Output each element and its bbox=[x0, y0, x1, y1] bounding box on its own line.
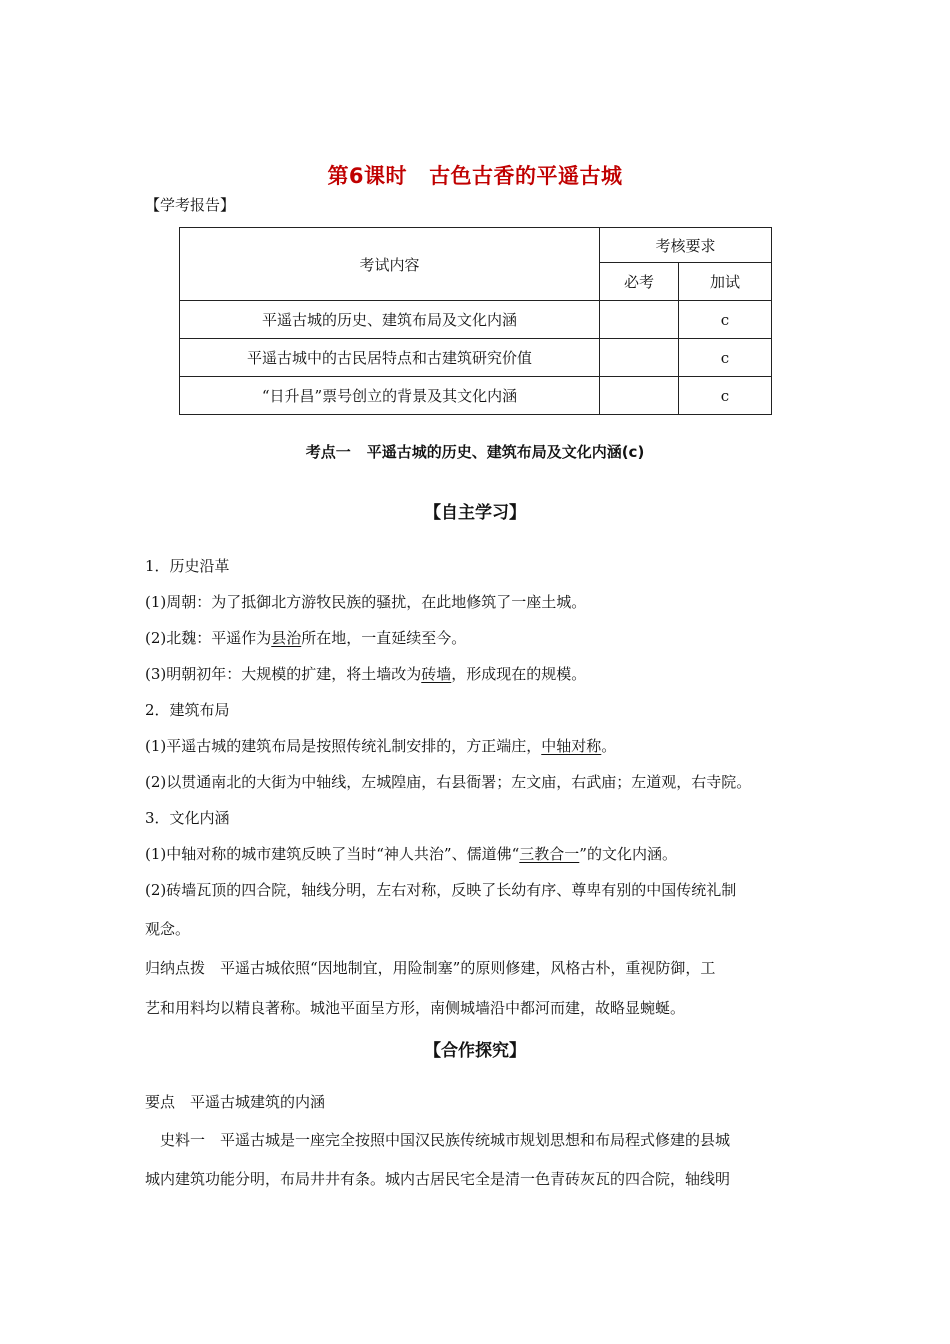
answer-blank: 三教合一 bbox=[519, 845, 580, 863]
cooperation-heading: 【合作探究】 bbox=[424, 1041, 526, 1061]
row-extra: c bbox=[679, 339, 772, 377]
row-must bbox=[600, 301, 679, 339]
section-1-title: 1．历史沿革 bbox=[145, 557, 230, 575]
summary-line-1: 归纳点拨 平遥古城依照“因地制宜，用险制塞”的原则修建，风格古朴，重视防御，工 bbox=[145, 959, 716, 977]
exam-requirements-table bbox=[179, 227, 772, 415]
source-line-2: 城内建筑功能分明，布局井井有条。城内古居民宅全是清一色青砖灰瓦的四合院，轴线明 bbox=[145, 1170, 731, 1188]
report-label: 【学考报告】 bbox=[145, 196, 236, 214]
section-1-item-3: (3)明朝初年：大规模的扩建，将土墙改为砖墙，形成现在的规模。 bbox=[145, 665, 587, 683]
row-content: 平遥古城的历史、建筑布局及文化内涵 bbox=[180, 301, 600, 339]
header-content: 考试内容 bbox=[180, 228, 600, 301]
table-row bbox=[180, 339, 772, 377]
header-must: 必考 bbox=[600, 263, 679, 301]
section-3-item-2-line-2: 观念。 bbox=[145, 920, 191, 938]
row-must bbox=[600, 377, 679, 415]
row-content: 平遥古城中的古民居特点和古建筑研究价值 bbox=[180, 339, 600, 377]
section-3-title: 3．文化内涵 bbox=[145, 809, 230, 827]
row-content: “日升昌”票号创立的背景及其文化内涵 bbox=[180, 377, 600, 415]
table-row bbox=[180, 301, 772, 339]
lesson-title bbox=[0, 160, 950, 190]
row-extra: c bbox=[679, 377, 772, 415]
knowledge-point-label: 考点一 bbox=[305, 443, 351, 461]
section-1-item-1: (1)周朝：为了抵御北方游牧民族的骚扰，在此地修筑了一座土城。 bbox=[145, 593, 587, 611]
section-1-item-2: (2)北魏：平遥作为县治所在地，一直延续至今。 bbox=[145, 629, 467, 647]
key-point: 要点 平遥古城建筑的内涵 bbox=[145, 1093, 326, 1111]
section-2-title: 2．建筑布局 bbox=[145, 701, 230, 719]
answer-blank: 砖墙 bbox=[421, 665, 452, 683]
section-3-item-1: (1)中轴对称的城市建筑反映了当时“神人共治”、儒道佛“三教合一”的文化内涵。 bbox=[145, 845, 677, 863]
knowledge-point-title bbox=[0, 441, 950, 462]
answer-blank: 中轴对称 bbox=[541, 737, 602, 755]
self-study-heading: 【自主学习】 bbox=[424, 503, 526, 523]
answer-blank: 县治 bbox=[271, 629, 302, 647]
section-2-item-2: (2)以贯通南北的大街为中轴线，左城隍庙，右县衙署；左文庙，右武庙；左道观，右寺院。 bbox=[145, 773, 752, 791]
summary-line-2: 艺和用料均以精良著称。城池平面呈方形，南侧城墙沿中都河而建，故略显蜿蜒。 bbox=[145, 999, 686, 1017]
header-extra: 加试 bbox=[679, 263, 772, 301]
section-3-item-2-line-1: (2)砖墙瓦顶的四合院，轴线分明，左右对称，反映了长幼有序、尊卑有别的中国传统礼制 bbox=[145, 881, 737, 899]
source-line-1: 史料一 平遥古城是一座完全按照中国汉民族传统城市规划思想和布局程式修建的县城 bbox=[145, 1131, 731, 1149]
row-must bbox=[600, 339, 679, 377]
lesson-name: 古色古香的平遥古城 bbox=[429, 164, 623, 188]
table-row bbox=[180, 377, 772, 415]
knowledge-point-name: 平遥古城的历史、建筑布局及文化内涵(c) bbox=[366, 443, 645, 461]
header-requirements: 考核要求 bbox=[600, 228, 772, 263]
section-2-item-1: (1)平遥古城的建筑布局是按照传统礼制安排的，方正端庄，中轴对称。 bbox=[145, 737, 617, 755]
row-extra: c bbox=[679, 301, 772, 339]
lesson-number: 第6课时 bbox=[327, 164, 408, 188]
